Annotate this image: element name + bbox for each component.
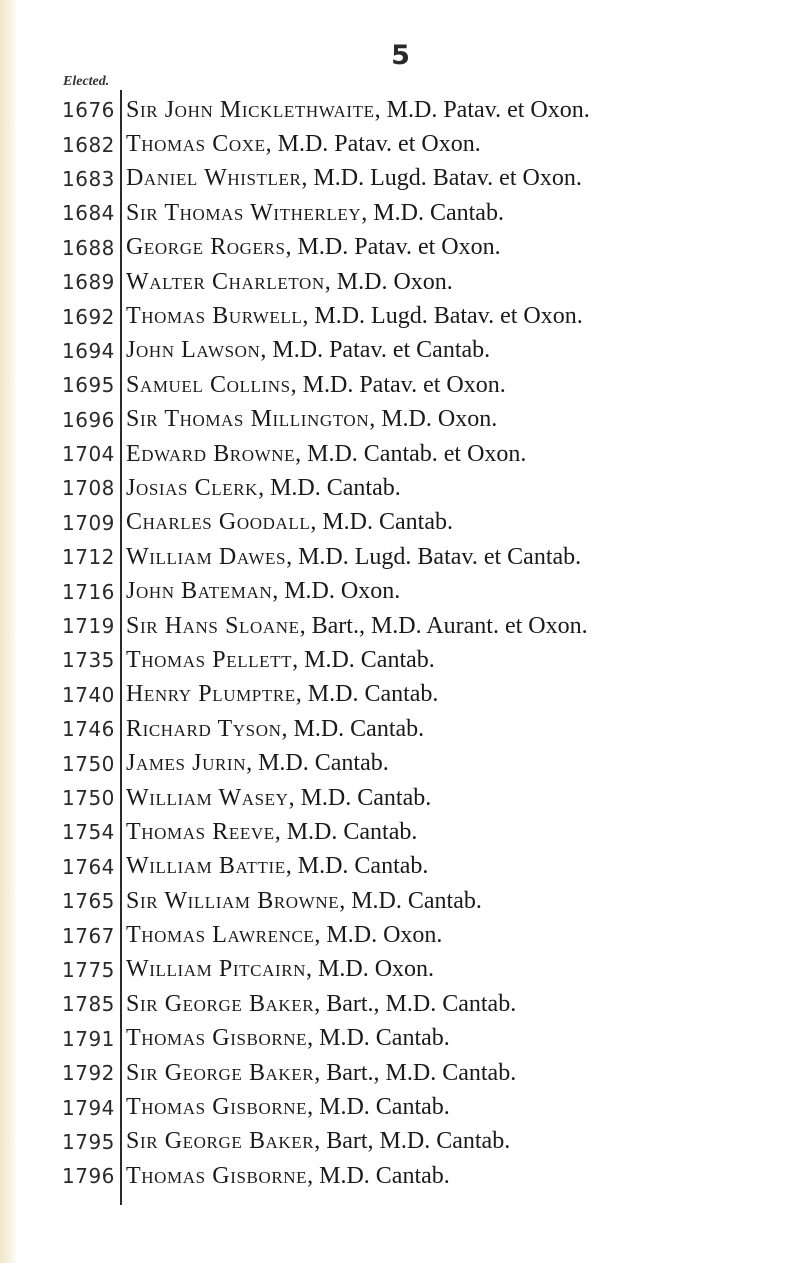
roster-entry — [126, 716, 424, 743]
person-name: Walter Charleton — [126, 268, 325, 295]
election-year: 1689 — [62, 270, 115, 295]
roster-row — [0, 1125, 801, 1159]
person-qualifications: , M.D. Cantab. — [361, 199, 504, 226]
person-name: William Wasey — [126, 784, 289, 811]
roster-row — [0, 987, 801, 1021]
roster-entry — [126, 1025, 450, 1052]
person-qualifications: , M.D. Oxon. — [272, 578, 401, 605]
election-year: 1712 — [62, 545, 115, 570]
roster-row — [0, 781, 801, 815]
person-qualifications: , M.D. Patav. et Oxon. — [285, 234, 501, 261]
election-year: 1735 — [62, 648, 115, 673]
roster-row — [0, 265, 801, 299]
roster-entry — [126, 922, 442, 949]
person-qualifications: , Bart., M.D. Aurant. et Oxon. — [299, 612, 588, 639]
election-year: 1704 — [62, 442, 115, 467]
person-qualifications: , M.D. Patav. et Oxon. — [374, 96, 590, 123]
election-year: 1792 — [62, 1061, 115, 1086]
page-number: 5 — [391, 40, 410, 71]
election-year: 1740 — [62, 682, 115, 707]
roster-row — [0, 1022, 801, 1056]
roster-row — [0, 231, 801, 265]
election-year: 1785 — [62, 992, 115, 1017]
person-qualifications: , M.D. Cantab. — [310, 509, 453, 536]
roster-row — [0, 1090, 801, 1124]
roster-row — [0, 815, 801, 849]
roster-entry — [126, 303, 583, 330]
person-name: Sir George Baker — [126, 990, 315, 1017]
election-year: 1765 — [62, 889, 115, 914]
election-year: 1754 — [62, 820, 115, 845]
roster-entry — [126, 853, 428, 880]
person-qualifications: , M.D. Oxon. — [369, 406, 498, 433]
roster-row — [0, 403, 801, 437]
roster-row — [0, 712, 801, 746]
person-qualifications: , M.D. Cantab. — [307, 1025, 450, 1052]
roster-entry — [126, 337, 490, 364]
election-year: 1688 — [62, 235, 115, 260]
person-name: Sir William Browne — [126, 887, 340, 914]
person-name: William Dawes — [126, 543, 287, 570]
roster-entry — [126, 509, 453, 536]
person-name: Sir George Baker — [126, 1059, 315, 1086]
roster-row — [0, 471, 801, 505]
person-qualifications: , M.D. Cantab. — [288, 784, 432, 811]
roster-row — [0, 368, 801, 402]
roster-row — [0, 437, 801, 471]
election-year: 1716 — [62, 579, 115, 604]
person-qualifications: , M.D. Cantab. — [292, 646, 435, 673]
roster-row — [0, 746, 801, 780]
person-name: James Jurin — [126, 750, 247, 777]
election-year: 1794 — [62, 1095, 115, 1120]
roster-entry — [126, 131, 481, 158]
roster-row — [0, 953, 801, 987]
person-qualifications: , M.D. Cantab. — [274, 818, 418, 845]
roster-row — [0, 506, 801, 540]
person-name: Thomas Lawrence — [126, 922, 315, 949]
person-name: Sir Thomas Witherley — [126, 199, 362, 226]
roster-entry — [126, 1060, 516, 1087]
roster-entry — [126, 956, 434, 983]
presidents-roster — [0, 93, 801, 1194]
election-year: 1767 — [62, 923, 115, 948]
roster-entry — [126, 750, 389, 777]
person-qualifications: , M.D. Lugd. Batav. et Oxon. — [302, 303, 583, 330]
roster-row — [0, 884, 801, 918]
election-year: 1676 — [62, 98, 115, 123]
election-year: 1750 — [62, 786, 115, 810]
roster-entry — [126, 441, 526, 468]
person-qualifications: , M.D. Lugd. Batav. et Oxon. — [301, 165, 582, 192]
election-year: 1684 — [62, 201, 115, 226]
person-qualifications: , M.D. Oxon. — [306, 956, 435, 983]
roster-entry — [126, 544, 581, 571]
election-year: 1775 — [62, 957, 115, 982]
roster-entry — [126, 372, 506, 399]
roster-entry — [126, 165, 582, 192]
person-name: Samuel Collins — [126, 371, 291, 398]
elected-column-header: Elected. — [63, 74, 110, 89]
election-year: 1709 — [62, 510, 115, 535]
roster-row — [0, 196, 801, 230]
roster-entry — [126, 200, 504, 227]
election-year: 1682 — [62, 132, 115, 157]
election-year: 1708 — [62, 476, 115, 501]
election-year: 1696 — [62, 407, 115, 432]
roster-entry — [126, 647, 435, 674]
person-qualifications: , M.D. Cantab. et Oxon. — [295, 440, 527, 467]
roster-entry — [126, 819, 417, 846]
person-qualifications: , M.D. Patav. et Oxon. — [265, 131, 481, 158]
person-qualifications: , M.D. Cantab. — [295, 681, 439, 708]
person-qualifications: , M.D. Oxon. — [314, 922, 443, 949]
election-year: 1719 — [62, 614, 115, 639]
election-year: 1791 — [62, 1026, 115, 1051]
person-qualifications: , Bart., M.D. Cantab. — [314, 990, 517, 1017]
person-name: Thomas Pellett — [126, 646, 293, 673]
roster-row — [0, 918, 801, 952]
person-name: Sir Thomas Millington — [126, 406, 370, 433]
person-name: Charles Goodall — [126, 509, 311, 536]
roster-row — [0, 850, 801, 884]
person-name: Thomas Gisborne — [126, 1162, 308, 1189]
roster-entry — [126, 785, 431, 812]
person-name: Daniel Whistler — [126, 165, 302, 192]
roster-row — [0, 609, 801, 643]
person-name: Josias Clerk — [126, 474, 259, 501]
roster-row — [0, 540, 801, 574]
person-qualifications: , Bart, M.D. Cantab. — [314, 1128, 511, 1155]
person-qualifications: , M.D. Cantab. — [246, 750, 389, 777]
person-name: Thomas Burwell — [126, 303, 303, 330]
roster-row — [0, 678, 801, 712]
person-qualifications: , M.D. Patav. et Oxon. — [290, 371, 506, 398]
election-year: 1692 — [62, 304, 115, 329]
person-qualifications: , M.D. Cantab. — [307, 1162, 450, 1189]
election-year: 1683 — [62, 166, 115, 191]
roster-row — [0, 127, 801, 161]
roster-row — [0, 299, 801, 333]
person-name: Richard Tyson — [126, 715, 282, 742]
person-qualifications: , M.D. Patav. et Cantab. — [260, 337, 491, 364]
roster-entry — [126, 991, 516, 1018]
person-name: Sir John Micklethwaite — [126, 96, 375, 123]
roster-entry — [126, 578, 400, 605]
person-qualifications: , M.D. Cantab. — [307, 1094, 450, 1121]
person-qualifications: , M.D. Cantab. — [285, 853, 429, 880]
roster-row — [0, 162, 801, 196]
roster-row — [0, 93, 801, 127]
person-name: William Pitcairn — [126, 956, 307, 983]
person-qualifications: , M.D. Cantab. — [339, 887, 482, 914]
roster-entry — [126, 234, 501, 261]
roster-entry — [126, 613, 588, 640]
roster-entry — [126, 269, 453, 296]
person-qualifications: , M.D. Lugd. Batav. et Cantab. — [286, 543, 582, 570]
election-year: 1750 — [62, 751, 115, 776]
roster-entry — [126, 97, 590, 124]
roster-entry — [126, 681, 438, 708]
roster-entry — [126, 475, 401, 502]
election-year: 1796 — [62, 1164, 115, 1189]
roster-row — [0, 1159, 801, 1193]
election-year: 1764 — [62, 854, 115, 879]
roster-entry — [126, 406, 497, 433]
person-name: Thomas Gisborne — [126, 1094, 308, 1121]
person-name: John Bateman — [126, 578, 273, 605]
election-year: 1746 — [62, 717, 115, 742]
roster-row — [0, 574, 801, 608]
roster-entry — [126, 1163, 450, 1190]
person-name: Sir Hans Sloane — [126, 612, 300, 639]
person-name: Henry Plumptre — [126, 681, 296, 708]
roster-entry — [126, 1094, 450, 1121]
person-name: Thomas Gisborne — [126, 1025, 308, 1052]
election-year: 1695 — [62, 373, 115, 398]
person-name: Sir George Baker — [126, 1128, 315, 1155]
election-year: 1694 — [62, 338, 115, 363]
roster-row — [0, 334, 801, 368]
person-name: George Rogers — [126, 234, 286, 261]
roster-row — [0, 1056, 801, 1090]
roster-entry — [126, 888, 482, 915]
person-name: William Battie — [126, 853, 286, 880]
person-name: John Lawson — [126, 337, 261, 364]
person-qualifications: , Bart., M.D. Cantab. — [314, 1059, 517, 1086]
roster-row — [0, 643, 801, 677]
person-qualifications: , M.D. Oxon. — [324, 268, 453, 295]
person-name: Edward Browne — [126, 440, 296, 467]
election-year: 1795 — [62, 1129, 115, 1154]
person-name: Thomas Reeve — [126, 818, 275, 845]
person-name: Thomas Coxe — [126, 131, 266, 158]
roster-entry — [126, 1128, 510, 1155]
person-qualifications: , M.D. Cantab. — [281, 715, 425, 742]
person-qualifications: , M.D. Cantab. — [258, 474, 401, 501]
